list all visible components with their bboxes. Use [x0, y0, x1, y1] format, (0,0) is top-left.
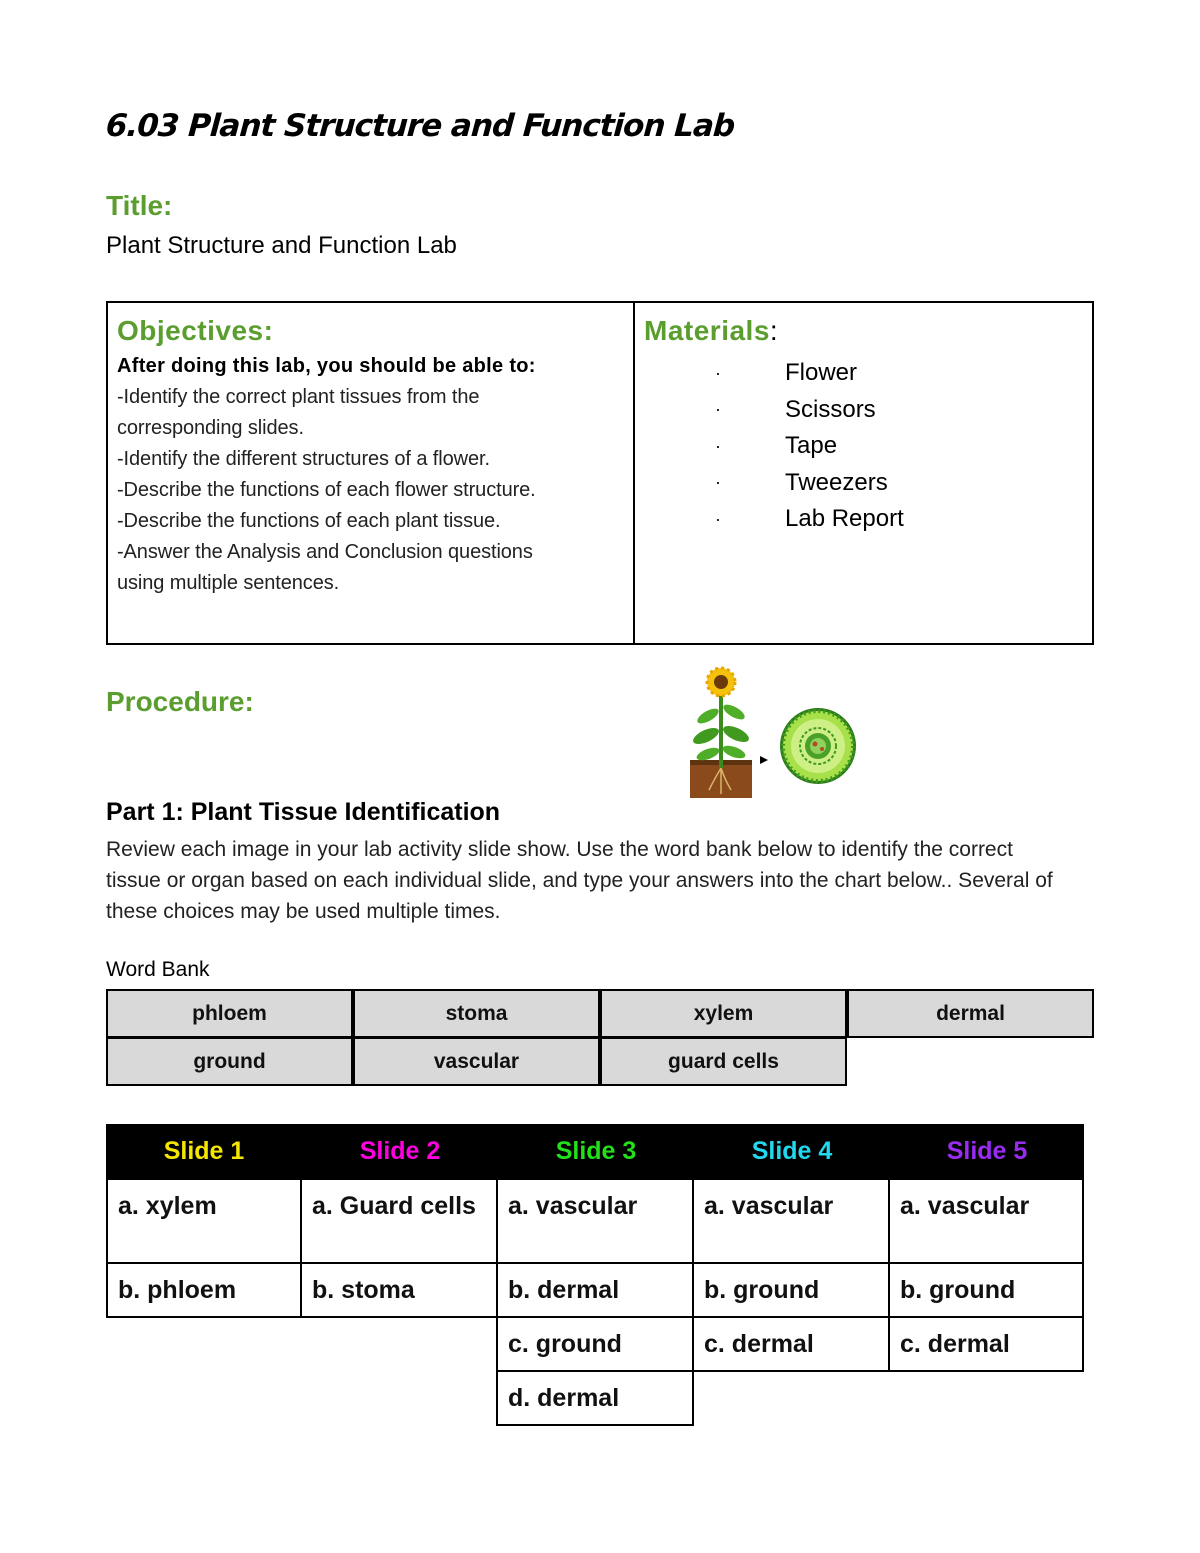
slide-answer-cell: c. dermal	[692, 1316, 890, 1372]
materials-label: Materials	[644, 315, 770, 346]
objectives-label: Objectives:	[117, 315, 274, 346]
materials-list	[644, 355, 1083, 538]
document-heading: 6.03 Plant Structure and Function Lab	[104, 108, 736, 144]
word-bank-cell: phloem	[106, 989, 353, 1038]
objective-line: corresponding slides.	[117, 417, 304, 439]
materials-item	[644, 355, 1083, 392]
materials-item	[644, 465, 1083, 502]
objective-line: -Describe the functions of each plant tissue.	[117, 510, 501, 532]
slide-answer-cell: a. xylem	[106, 1178, 302, 1264]
slide-answer-cell: b. phloem	[106, 1262, 302, 1318]
materials-item-label: Lab Report	[785, 505, 904, 533]
materials-heading	[644, 315, 1083, 347]
slide-answer-cell: c. dermal	[888, 1316, 1084, 1372]
bullet-icon: ·	[715, 435, 721, 456]
word-bank-cell: guard cells	[600, 1037, 847, 1086]
bullet-icon: ·	[715, 362, 721, 383]
procedure-label: Procedure:	[106, 686, 254, 717]
objectives-panel	[108, 303, 635, 643]
bullet-icon: ·	[715, 399, 721, 420]
slide-answer-cell: a. vascular	[692, 1178, 890, 1264]
materials-item-label: Tweezers	[785, 468, 888, 496]
materials-item	[644, 392, 1083, 429]
title-value: Plant Structure and Function Lab	[106, 232, 457, 259]
slide-header: Slide 3	[498, 1124, 694, 1179]
slide-answer-cell: b. stoma	[300, 1262, 498, 1318]
slide-header: Slide 4	[694, 1124, 890, 1179]
part1-heading: Part 1: Plant Tissue Identification	[106, 798, 501, 826]
sunflower-cross-section-icon	[688, 664, 860, 804]
materials-item-label: Scissors	[785, 395, 876, 423]
slide-answer-cell: a. vascular	[496, 1178, 694, 1264]
objective-line: -Identify the correct plant tissues from the	[117, 386, 480, 408]
objective-line: -Identify the different structures of a flower.	[117, 448, 490, 470]
word-bank-cell: dermal	[847, 989, 1094, 1038]
slide-header: Slide 5	[890, 1124, 1084, 1179]
bullet-icon: ·	[715, 472, 721, 493]
materials-panel	[635, 303, 1092, 643]
title-label: Title:	[106, 190, 173, 221]
slide-header: Slide 2	[302, 1124, 498, 1179]
word-bank-label: Word Bank	[106, 958, 210, 981]
slide-answer-cell: b. dermal	[496, 1262, 694, 1318]
objective-line: using multiple sentences.	[117, 572, 340, 594]
materials-item-label: Flower	[785, 359, 858, 387]
objectives-materials-box	[106, 301, 1094, 645]
materials-item-label: Tape	[785, 432, 838, 460]
slide-answer-cell: b. ground	[692, 1262, 890, 1318]
bullet-icon: ·	[715, 508, 721, 529]
slide-answer-cell: d. dermal	[496, 1370, 694, 1426]
slide-answer-cell: a. Guard cells	[300, 1178, 498, 1264]
slide-header: Slide 1	[106, 1124, 302, 1179]
objective-line: -Answer the Analysis and Conclusion questions	[117, 541, 533, 563]
word-bank-cell: ground	[106, 1037, 353, 1086]
slide-answer-cell: a. vascular	[888, 1178, 1084, 1264]
slide-answer-cell: b. ground	[888, 1262, 1084, 1318]
part1-instructions: Review each image in your lab activity slide show. Use the word bank below to identify the correct tissue or organ based on each individual slide, and type your answers into the chart below.. Several of these choices may be used multiple times.	[106, 838, 1053, 923]
objectives-intro: After doing this lab, you should be able to:	[117, 355, 536, 377]
word-bank-cell: vascular	[353, 1037, 600, 1086]
materials-item	[644, 501, 1083, 538]
materials-item	[644, 428, 1083, 465]
materials-colon: :	[769, 315, 779, 346]
word-bank-cell: stoma	[353, 989, 600, 1038]
word-bank-cell: xylem	[600, 989, 847, 1038]
slide-answer-cell: c. ground	[496, 1316, 694, 1372]
objective-line: -Describe the functions of each flower structure.	[117, 479, 536, 501]
